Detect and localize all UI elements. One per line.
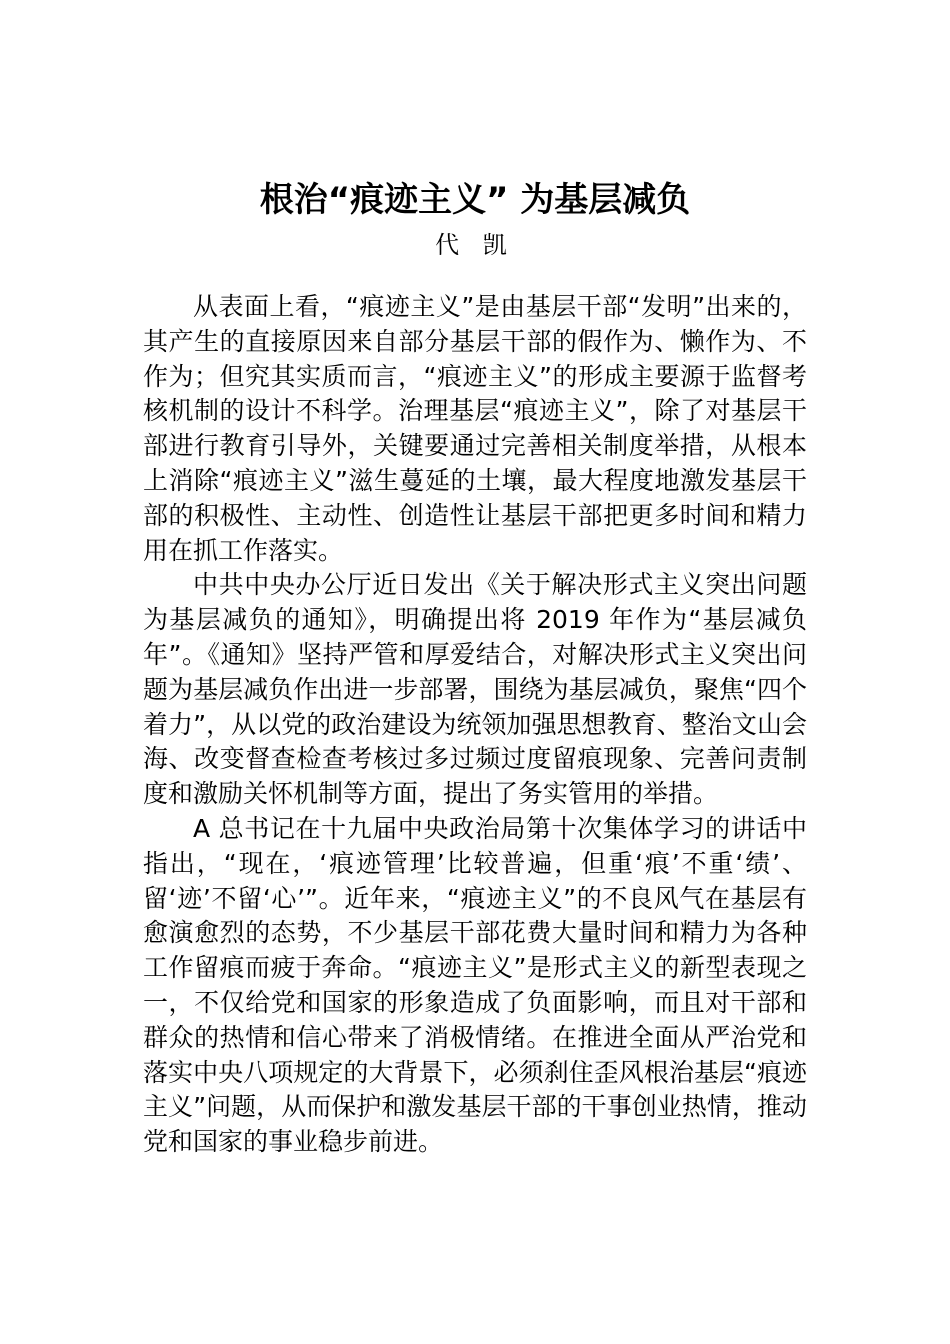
paragraph-1: 从表面上看，“痕迹主义”是由基层干部“发明”出来的，其产生的直接原因来自部分基层干部的假作为、懒作为、不作为；但究其实质而言，“痕迹主义”的形成主要源于监督考核机制的设计不科学。治理基层“痕迹主义”，除了对基层干部进行教育引导外，关键要通过完善相关制度举措，从根本上消除“痕迹主义”滋生蔓延的土壤，最大程度地激发基层干部的积极性、主动性、创造性让基层干部把更多时间和精力用在抓工作落实。: [143, 292, 807, 565]
paragraph-3: A 总书记在十九届中央政治局第十次集体学习的讲话中指出，“现在，‘痕迹管理’比较普遍，但重‘痕’不重‘绩’、留‘迹’不留‘心’”。近年来，“痕迹主义”的不良风气在基层有愈演愈烈的态势，不少基层干部花费大量时间和精力为各种工作留痕而疲于奔命。“痕迹主义”是形式主义的新型表现之一，不仅给党和国家的形象造成了负面影响，而且对干部和群众的热情和信心带来了消极情绪。在推进全面从严治党和落实中央八项规定的大背景下，必须刹住歪风根治基层“痕迹主义”问题，从而保护和激发基层干部的干事创业热情，推动党和国家的事业稳步前进。: [143, 813, 807, 1157]
article-body: [143, 290, 807, 1160]
article-author: 代 凯: [435, 231, 515, 259]
article-title: 根治“痕迹主义” 为基层减负: [259, 180, 691, 220]
paragraph-2: 中共中央办公厅近日发出《关于解决形式主义突出问题为基层减负的通知》，明确提出将 2019 年作为“基层减负年”。《通知》坚持严管和厚爱结合，对解决形式主义突出问题为基层减负作出进一步部署，围绕为基层减负，聚焦“四个着力”，从以党的政治建设为统领加强思想教育、整治文山会海、改变督查检查考核过多过频过度留痕现象、完善问责制度和激励关怀机制等方面，提出了务实管用的举措。: [143, 570, 807, 809]
